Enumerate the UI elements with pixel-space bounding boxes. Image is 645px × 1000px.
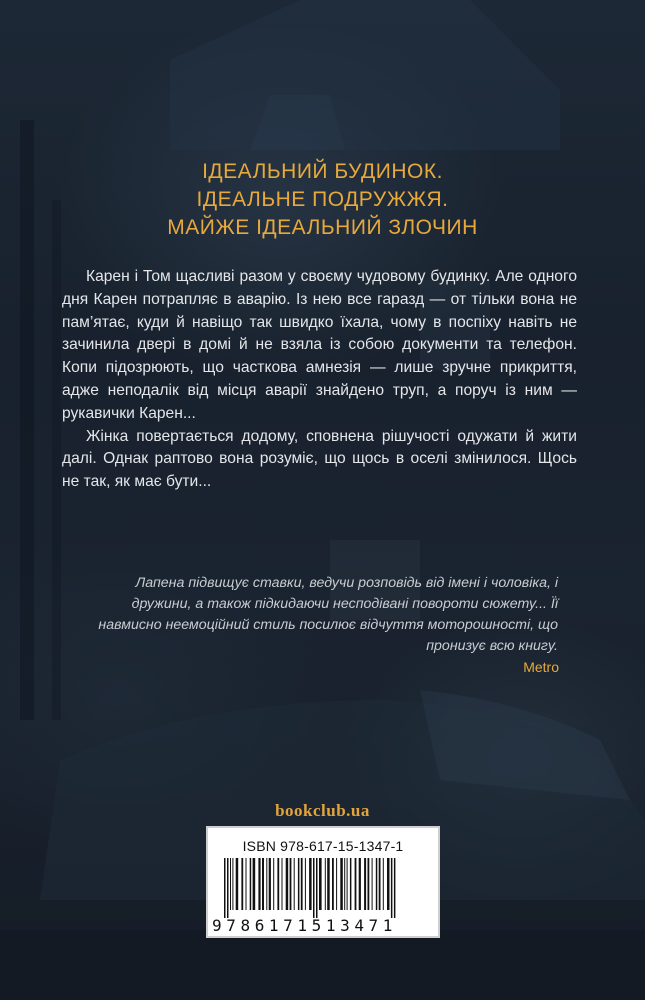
barcode-panel: [206, 826, 440, 938]
headline-line: ІДЕАЛЬНИЙ БУДИНОК.: [202, 160, 443, 183]
blurb-paragraph: Жінка повертається додому, сповнена рішучості одужати й жити далі. Однак раптово вона розуміє, що щось в оселі змінилося. Щось не так, як має бути...: [62, 427, 577, 491]
publisher-website: bookclub.ua: [275, 801, 370, 820]
barcode-icon: [222, 858, 426, 918]
isbn-label: ISBN 978-617-15-1347-1: [242, 838, 404, 854]
headline: [0, 158, 645, 242]
blurb: [62, 266, 577, 494]
blurb-paragraph: Карен і Том щасливі разом у своєму чудовому будинку. Але одного дня Карен потрапляє в аварію. Із нею все гаразд — от тільки вона не пам’ятає, куди й навіщо так швидко їхала, чому в поспіху навіть не зачинила двері в домі й не взяла із собою документи та телефон. Копи підозрюють, що часткова амнезія — лише зручне прикриття, адже неподалік від місця аварії знайдено труп, а поруч із ним — рукавички Карен...: [62, 268, 577, 422]
headline-line: ІДЕАЛЬНЕ ПОДРУЖЖЯ.: [196, 188, 449, 211]
headline-line: МАЙЖЕ ІДЕАЛЬНИЙ ЗЛОЧИН: [167, 216, 478, 239]
review-quote: Лапена підвищує ставки, ведучи розповідь від імені і чоловіка, і дружини, а також підкидаючи несподівані повороти сюжету... Її навмисно неемоційний стиль посилює відчуття моторошності, що пронизує всю книгу.: [98, 575, 558, 654]
ean-digits: 9786171513471: [212, 916, 398, 935]
review-source: Metro: [523, 659, 559, 675]
